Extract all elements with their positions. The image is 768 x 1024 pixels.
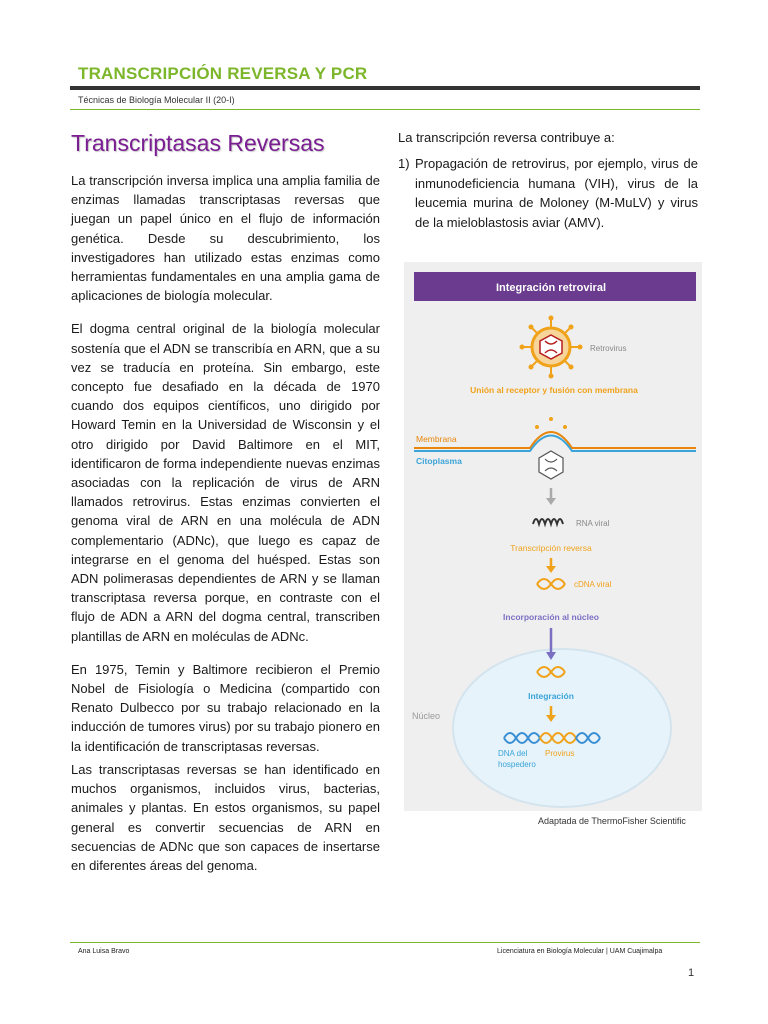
- cytoplasm-label: Citoplasma: [416, 456, 462, 466]
- footer-program: Licenciatura en Biología Molecular | UAM Cuajimalpa: [497, 948, 663, 955]
- arrow-down-icon: [546, 558, 556, 573]
- section-title: Transcriptasas Reversas: [71, 130, 325, 156]
- course-subtitle: Técnicas de Biología Molecular II (20-I): [78, 95, 235, 105]
- rna-label: RNA viral: [576, 519, 610, 528]
- header-rule: [70, 86, 700, 90]
- retroviral-integration-figure: [404, 262, 702, 811]
- right-column: [398, 128, 698, 232]
- host-dna-label: DNA del: [498, 749, 528, 758]
- capsid-icon: [539, 451, 563, 479]
- paragraph-intro: La transcripción inversa implica una amplia familia de enzimas llamadas transcriptasas reversas que juegan un papel único en el flujo de información genética. Desde su descubrimiento, los investigadores han utilizado estas enzimas como herramientas fundamentales en una amplia gama de aplicaciones de biología molecular.: [71, 173, 380, 304]
- host-dna-label-2: hospedero: [498, 760, 536, 769]
- page-number: 1: [688, 967, 695, 979]
- nucleus-label: Núcleo: [412, 711, 441, 721]
- import-label: Incorporación al núcleo: [503, 612, 599, 622]
- document-title: TRANSCRIPCIÓN REVERSA Y PCR: [78, 64, 368, 83]
- nucleus-shape: [453, 649, 671, 807]
- paragraph-dogma: El dogma central original de la biología molecular sostenía que el ADN se transcribía en ARN, que a su vez se traducía en proteína. Sin embargo, este concepto fue desafiado en la década de 1970 cuando dos equipos científicos, uno dirigido por Howard Temin en la Universidad de Wisconsin y el otro dirigido por David Baltimore en el MIT, identificaron de forma independiente nuevas enzimas asociadas con la replicación de virus de ARN llamados retrovirus. Estas enzimas convierten el genoma viral de ARN en una molécula de ADN complementario (ADNc), que luego es capaz de integrarse en el genoma del huésped. Estas son ADN polimerasas dependientes de ARN y se llaman transcriptasa reversa porque, en contraste con el flujo de ADN a ARN del dogma central, transcriben plantillas de ARN en moléculas de ADNc.: [71, 321, 380, 644]
- paragraph-nobel: En 1975, Temin y Baltimore recibieron el Premio Nobel de Fisiología o Medicina (compartido con Renato Dulbecco por su trabajo relacionado en la inducción de tumores virus) por su trabajo pionero en la identificación de transcriptasas reversas.: [71, 661, 380, 754]
- binding-label: Unión al receptor y fusión con membrana: [470, 385, 638, 395]
- arrow-down-icon: [546, 488, 556, 505]
- provirus-label: Provirus: [545, 749, 575, 758]
- list-intro: La transcripción reversa contribuye a:: [398, 130, 615, 145]
- banner-text: Integración retroviral: [495, 282, 607, 294]
- footer-divider: [70, 942, 700, 943]
- rna-strand-icon: [533, 519, 563, 524]
- figure-diagram: [404, 262, 702, 811]
- cdna-helix-icon: [537, 579, 565, 589]
- cdna-label: cDNA viral: [574, 580, 612, 589]
- retrovirus-icon: [520, 316, 583, 379]
- left-column: [71, 171, 380, 889]
- integration-label: Integración: [528, 691, 574, 701]
- list-number: 1): [398, 156, 410, 172]
- list-item-text: Propagación de retrovirus, por ejemplo, virus de inmunodeficiencia humana (VIH), virus de la leucemia murina de Moloney (M-MuLV) y virus de la mieloblastosis aviar (AMV).: [415, 156, 698, 230]
- header-divider: [70, 109, 700, 110]
- retrovirus-label: Retrovirus: [590, 344, 627, 353]
- figure-caption: Adaptada de ThermoFisher Scientific: [538, 816, 686, 826]
- footer-author: Ana Luisa Bravo: [78, 948, 130, 955]
- list-item: [398, 154, 698, 232]
- membrane-label: Membrana: [416, 434, 457, 444]
- paragraph-organisms: Las transcriptasas reversas se han identificado en muchos organismos, incluidos virus, bacterias, animales y plantas. En estos organismos, su papel general es convertir secuencias de ARN en secuencias de ADNc que son capaces de insertarse en diferentes áreas del genoma.: [71, 761, 380, 873]
- rt-label: Transcripción reversa: [510, 543, 592, 553]
